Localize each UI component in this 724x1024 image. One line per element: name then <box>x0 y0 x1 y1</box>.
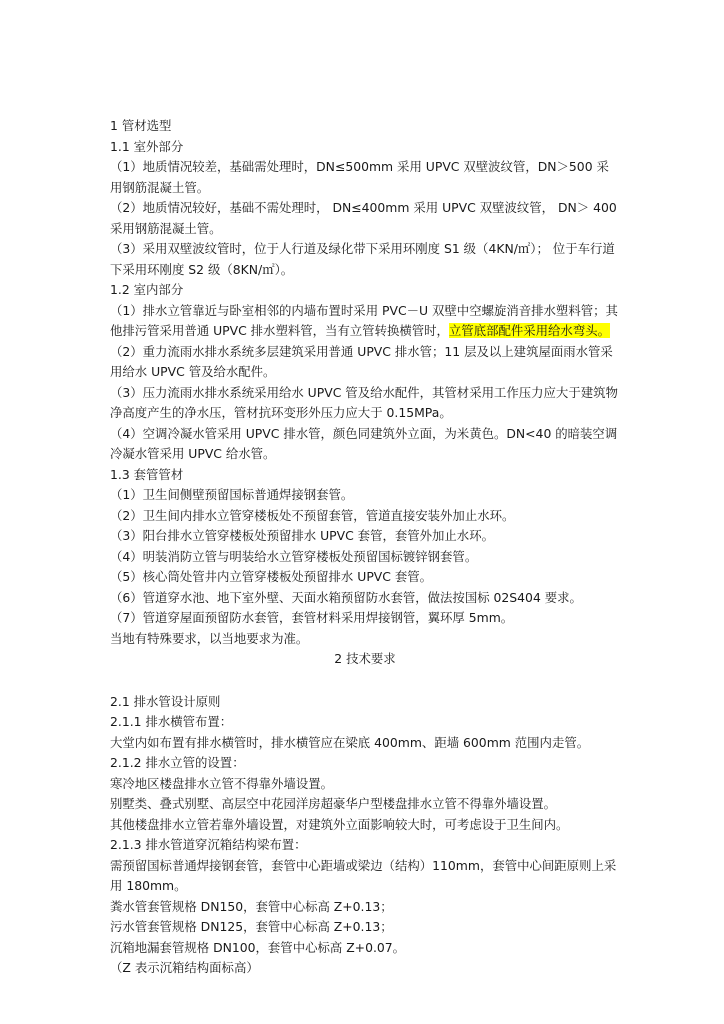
list-item: （7）管道穿屋面预留防水套管，套管材料采用焊接钢管，翼环厚 5mm。 <box>110 610 514 625</box>
paragraph: （2）重力流雨水排水系统多层建筑采用普通 UPVC 排水管；11 层及以上建筑屋面雨水管采用给水 UPVC 管及给水配件。 <box>110 343 613 379</box>
subsection-heading: 1.2 室内部分 <box>110 282 184 297</box>
paragraph: 污水管套管规格 DN125，套管中心标高 Z+0.13； <box>110 919 393 934</box>
clause-heading: 2.1.3 排水管道穿沉箱结构梁布置： <box>110 837 307 852</box>
section-heading: 2 技术要求 <box>334 651 396 666</box>
list-item: （3）阳台排水立管穿楼板处预留排水 UPVC 套管，套管外加止水环。 <box>110 528 494 543</box>
paragraph: （1）地质情况较差，基础需处理时，DN≤500mm 采用 UPVC 双壁波纹管，DN＞500 采用钢筋混凝土管。 <box>110 159 609 195</box>
paragraph: 粪水管套管规格 DN150，套管中心标高 Z+0.13； <box>110 898 393 914</box>
paragraph: （3）压力流雨水排水系统采用给水 UPVC 管及给水配件，其管材采用工作压力应大于建筑物净高度产生的净水压，管材抗环变形外压力应大于 0.15MPa。 <box>110 384 618 420</box>
section-heading: 1 管材选型 <box>110 118 172 133</box>
spacer <box>110 670 620 692</box>
document-page <box>110 116 620 979</box>
paragraph: 寒冷地区楼盘排水立管不得靠外墙设置。 <box>110 775 334 791</box>
paragraph: （Z 表示沉箱结构面标高） <box>110 960 259 975</box>
subsection-heading: 1.3 套管管材 <box>110 466 184 482</box>
subsection-heading: 2.1 排水管设计原则 <box>110 693 221 709</box>
list-item: （2）卫生间内排水立管穿楼板处不预留套管，管道直接安装外加止水环。 <box>110 507 515 523</box>
list-item: （6）管道穿水池、地下室外壁、天面水箱预留防水套管，做法按国标 02S404 要求。 <box>110 589 582 605</box>
paragraph: （3）采用双壁波纹管时，位于人行道及绿化带下采用环刚度 S1 级（4KN/㎡）； 位于车行道下采用环刚度 S2 级（8KN/㎡）。 <box>110 241 615 277</box>
paragraph-text: （1）排水立管靠近与卧室相邻的内墙布置时采用 PVC－U 双壁中空螺旋消音排水塑料管；其他排污管采用普通 UPVC 排水塑料管，当有立管转换横管时， <box>110 302 618 338</box>
subsection-heading: 1.1 室外部分 <box>110 138 184 154</box>
clause-heading: 2.1.1 排水横管布置： <box>110 714 233 729</box>
list-item: （1）卫生间侧壁预留国标普通焊接钢套管。 <box>110 487 354 502</box>
clause-heading: 2.1.2 排水立管的设置： <box>110 755 245 770</box>
paragraph: 需预留国标普通焊接钢套管，套管中心距墙或梁边（结构）110mm，套管中心间距原则上采用 180mm。 <box>110 857 617 893</box>
list-item: （4）明装消防立管与明装给水立管穿楼板处预留国标镀锌钢套管。 <box>110 548 478 564</box>
paragraph: 别墅类、叠式别墅、高层空中花园洋房超豪华户型楼盘排水立管不得靠外墙设置。 <box>110 796 557 811</box>
paragraph <box>110 301 620 342</box>
paragraph: （4）空调冷凝水管采用 UPVC 排水管，颜色同建筑外立面，为米黄色。DN<40 的暗装空调冷凝水管采用 UPVC 给水管。 <box>110 425 618 461</box>
note-text: 当地有特殊要求，以当地要求为准。 <box>110 630 309 646</box>
list-item: （5）核心筒处管井内立管穿楼板处预留排水 UPVC 套管。 <box>110 569 433 584</box>
paragraph: 大堂内如布置有排水横管时，排水横管应在梁底 400mm、距墙 600mm 范围内走管。 <box>110 734 590 750</box>
paragraph: 其他楼盘排水立管若靠外墙设置，对建筑外立面影响较大时，可考虑设于卫生间内。 <box>110 816 569 832</box>
highlighted-text: 立管底部配件采用给水弯头。 <box>448 323 610 338</box>
paragraph: 沉箱地漏套管规格 DN100，套管中心标高 Z+0.07。 <box>110 939 406 955</box>
paragraph: （2）地质情况较好，基础不需处理时， DN≤400mm 采用 UPVC 双壁波纹管， DN＞ 400 采用钢筋混凝土管。 <box>110 200 617 236</box>
